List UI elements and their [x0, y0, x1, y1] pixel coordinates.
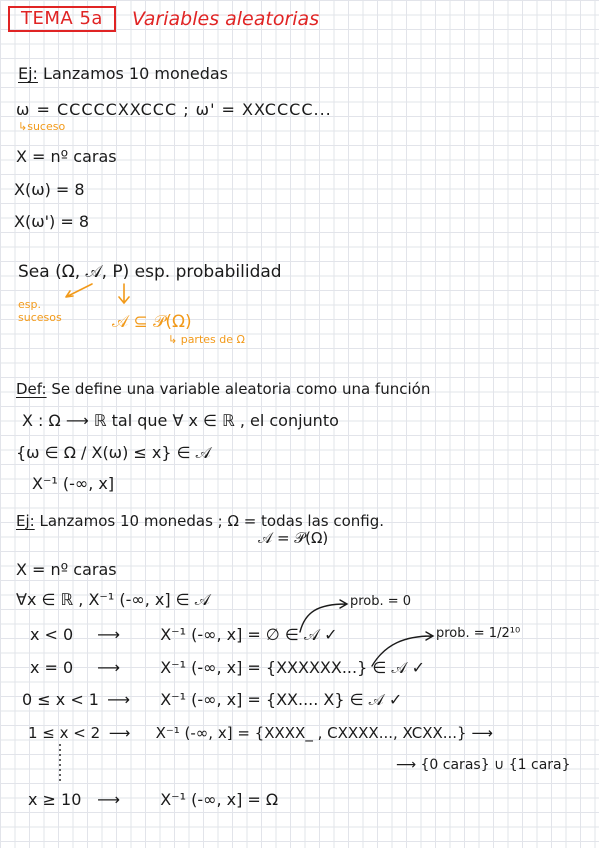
esp-sucesos-note: esp. sucesos: [18, 298, 62, 324]
case-arrow: ⟶: [108, 724, 131, 742]
case-row: [28, 723, 493, 743]
arrow-to-a-subset: [119, 284, 129, 303]
prob-small-note: prob. = 1/2¹⁰: [436, 626, 521, 641]
case-condition: 0 ≤ x < 1: [22, 690, 99, 709]
case-row: [22, 690, 402, 710]
suceso-note: ↳suceso: [18, 120, 66, 133]
definition-preimage: X⁻¹ (-∞, x]: [32, 474, 115, 493]
case-result: X⁻¹ (-∞, x] = {XXXXXX...} ∈ 𝒜 ✓: [160, 658, 426, 677]
case-arrow: ⟶: [97, 625, 121, 644]
definition-function: X : Ω ⟶ ℝ tal que ∀ x ∈ ℝ , el conjunto: [22, 411, 339, 430]
case-result: X⁻¹ (-∞, x] = {XXXX_ , CXXXX..., XCXX...} ⟶: [155, 724, 493, 742]
topic-tag: TEMA 5a: [8, 6, 116, 32]
example1-line: [18, 64, 228, 84]
definition-line: [16, 379, 430, 399]
omega-line: ω = CCCCCXXCCC ; ω' = XXCCCC...: [16, 100, 332, 119]
case-arrow: ⟶: [107, 690, 131, 709]
case-condition: x = 0: [30, 658, 74, 677]
case-result: X⁻¹ (-∞, x] = {XX.... X} ∈ 𝒜 ✓: [160, 690, 403, 709]
case-row: [30, 658, 425, 678]
x-definition: X = nº caras: [16, 147, 117, 166]
case-row: [28, 790, 278, 810]
a-equals-partes: 𝒜 = 𝒫(Ω): [258, 529, 329, 547]
definition-text: Se define una variable aleatoria como una función: [51, 380, 431, 398]
x-omega-value: X(ω) = 8: [14, 180, 85, 199]
page-title: Variables aleatorias: [132, 8, 320, 30]
example2-heading: Lanzamos 10 monedas ; Ω = todas las config.: [39, 512, 385, 530]
definition-label: Def:: [16, 380, 47, 398]
case-row: [30, 625, 338, 645]
x-omega-prime-value: X(ω') = 8: [14, 212, 89, 231]
definition-set: {ω ∈ Ω / X(ω) ≤ x} ∈ 𝒜: [16, 443, 211, 462]
case-arrow: ⟶: [97, 658, 121, 677]
prob-space-line: Sea (Ω, 𝒜, P) esp. probabilidad: [18, 262, 282, 282]
prob-zero-note: prob. = 0: [350, 594, 412, 609]
partes-note: ↳ partes de Ω: [168, 333, 245, 346]
case-condition: 1 ≤ x < 2: [28, 724, 101, 742]
example-label: Ej:: [16, 512, 35, 530]
case-condition: x ≥ 10: [28, 790, 82, 809]
case-result: X⁻¹ (-∞, x] = ∅ ∈ 𝒜 ✓: [160, 625, 338, 644]
arrow-to-esp-sucesos: [66, 284, 92, 297]
x-definition-2: X = nº caras: [16, 560, 117, 579]
example-label: Ej:: [18, 64, 38, 83]
case-arrow: ⟶: [97, 790, 121, 809]
continuation-line: ⟶ {0 caras} ∪ {1 cara}: [396, 757, 571, 773]
forall-condition: ∀x ∈ ℝ , X⁻¹ (-∞, x] ∈ 𝒜: [16, 590, 210, 609]
case-result: X⁻¹ (-∞, x] = Ω: [160, 790, 279, 809]
case-condition: x < 0: [30, 625, 74, 644]
a-subset-note: 𝒜 ⊆ 𝒫(Ω): [112, 312, 192, 332]
example2-line: [16, 511, 384, 531]
example1-heading: Lanzamos 10 monedas: [43, 64, 229, 83]
